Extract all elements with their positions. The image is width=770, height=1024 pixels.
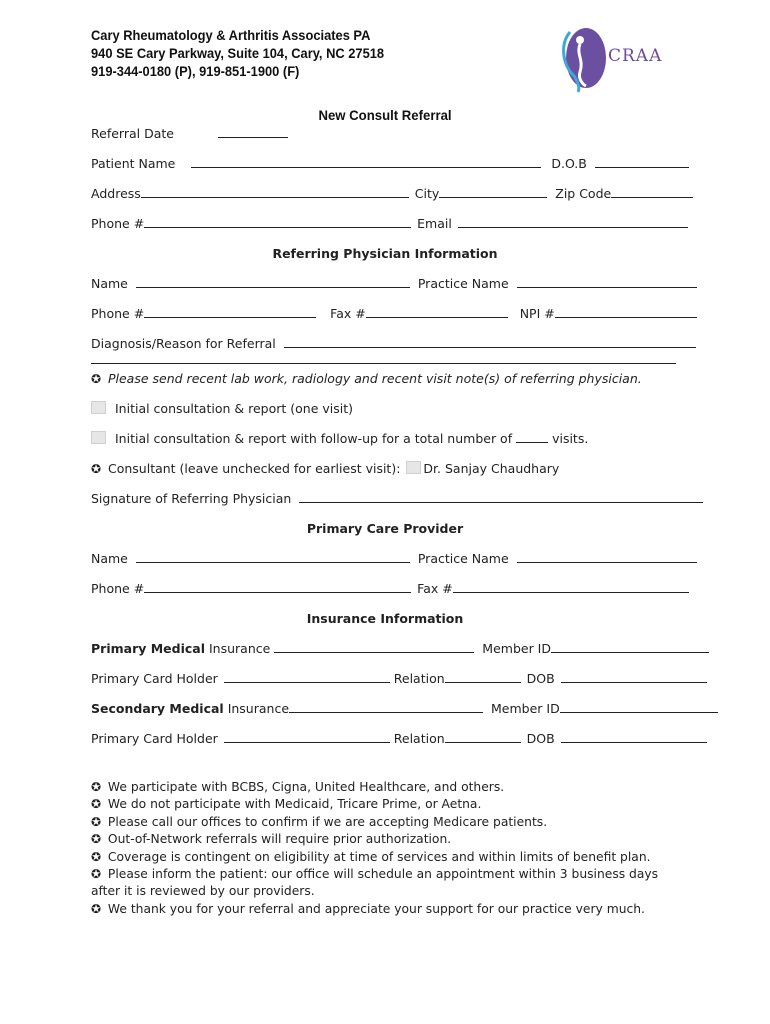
- star-bullet-icon: ✪: [91, 832, 102, 847]
- star-bullet-icon: ✪: [91, 901, 102, 916]
- form-title: New Consult Referral: [318, 107, 452, 123]
- email-field[interactable]: [458, 216, 688, 228]
- consultant-row: [91, 461, 559, 477]
- craa-logo: [556, 24, 666, 94]
- email-label: Email: [417, 216, 452, 231]
- referral-date-label: Referral Date: [91, 126, 174, 141]
- ref-name-label: Name: [91, 276, 128, 291]
- ref-name-field[interactable]: [136, 276, 410, 288]
- ref-practice-field[interactable]: [517, 276, 697, 288]
- secondary-relation-label: Relation: [393, 731, 445, 746]
- secondary-dob-label: DOB: [526, 731, 555, 746]
- doctor-name: Dr. Sanjay Chaudhary: [423, 461, 560, 476]
- option1-checkbox[interactable]: [91, 401, 106, 414]
- primary-holder-field[interactable]: [224, 671, 390, 683]
- note-item: ✪ Please call our offices to confirm if we are accepting Medicare patients.: [91, 814, 686, 831]
- send-note: Please send recent lab work, radiology and recent visit note(s) of referring physician.: [107, 371, 642, 386]
- ref-phone-field[interactable]: [144, 306, 316, 318]
- note-item: ✪ Please inform the patient: our office will schedule an appointment within 3 business days after it is reviewed by our providers.: [91, 867, 659, 899]
- practice-address: 940 SE Cary Parkway, Suite 104, Cary, NC 27518: [91, 45, 385, 61]
- signature-field[interactable]: [299, 491, 703, 503]
- pcp-practice-field[interactable]: [517, 551, 697, 563]
- pcp-name-label: Name: [91, 551, 128, 566]
- star-bullet-icon: ✪: [91, 372, 102, 386]
- secondary-holder-label: Primary Card Holder: [91, 731, 218, 746]
- secondary-dob-field[interactable]: [561, 731, 707, 743]
- diagnosis-field-line2[interactable]: [91, 352, 676, 364]
- diagnosis-row-2: [91, 352, 676, 368]
- primary-insurance-label: Insurance: [209, 641, 271, 656]
- pcp-fax-label: Fax #: [417, 581, 453, 596]
- note-item: ✪ Coverage is contingent on eligibility at time of services and within limits of benefit plan.: [91, 849, 686, 866]
- secondary-insurance-row: [91, 701, 718, 717]
- star-bullet-icon: ✪: [91, 814, 102, 829]
- secondary-relation-field[interactable]: [445, 731, 521, 743]
- visits-count-field[interactable]: [516, 431, 548, 443]
- note-item: ✪ We thank you for your referral and appreciate your support for our practice very much.: [91, 901, 686, 918]
- dob-field[interactable]: [595, 156, 689, 168]
- diagnosis-row: [91, 336, 696, 352]
- secondary-medical-label: Secondary Medical: [91, 701, 224, 716]
- ref-fax-field[interactable]: [366, 306, 508, 318]
- referring-heading: Referring Physician Information: [272, 246, 498, 261]
- patient-name-row: [91, 156, 689, 172]
- primary-dob-label: DOB: [526, 671, 555, 686]
- diagnosis-label: Diagnosis/Reason for Referral: [91, 336, 276, 351]
- pcp-heading: Primary Care Provider: [306, 521, 464, 536]
- zip-field[interactable]: [611, 186, 693, 198]
- patient-phone-field[interactable]: [144, 216, 411, 228]
- primary-holder-row: [91, 671, 707, 687]
- primary-insurance-field[interactable]: [274, 641, 474, 653]
- doctor-checkbox[interactable]: [406, 461, 421, 474]
- secondary-member-id-label: Member ID: [491, 701, 560, 716]
- city-label: City: [414, 186, 440, 201]
- ref-practice-label: Practice Name: [417, 276, 509, 291]
- practice-header: [91, 26, 384, 80]
- primary-relation-label: Relation: [393, 671, 445, 686]
- pcp-practice-label: Practice Name: [417, 551, 509, 566]
- signature-row: [91, 491, 703, 507]
- note-item: ✪ We participate with BCBS, Cigna, United Healthcare, and others.: [91, 779, 686, 796]
- pcp-name-field[interactable]: [136, 551, 410, 563]
- option2-label: Initial consultation & report with follow-up for a total number of: [114, 431, 513, 446]
- signature-label: Signature of Referring Physician: [91, 491, 292, 506]
- pcp-phone-label: Phone #: [91, 581, 145, 596]
- practice-name: Cary Rheumatology & Arthritis Associates PA: [91, 27, 371, 43]
- npi-field[interactable]: [555, 306, 697, 318]
- ref-fax-label: Fax #: [330, 306, 366, 321]
- ref-phone-label: Phone #: [91, 306, 145, 321]
- patient-phone-label: Phone #: [91, 216, 145, 231]
- option1-label: Initial consultation & report (one visit): [114, 401, 353, 416]
- star-bullet-icon: ✪: [91, 849, 102, 864]
- star-bullet-icon: ✪: [91, 780, 102, 794]
- patient-name-field[interactable]: [191, 156, 541, 168]
- logo-mark-icon: [556, 24, 608, 94]
- star-bullet-icon: ✪: [91, 867, 102, 882]
- consultant-label: Consultant (leave unchecked for earliest visit):: [107, 461, 401, 476]
- address-label: Address: [91, 186, 141, 201]
- secondary-member-id-field[interactable]: [560, 701, 718, 713]
- ref-name-row: [91, 276, 697, 292]
- insurance-heading: Insurance Information: [306, 611, 464, 626]
- pcp-name-row: [91, 551, 697, 567]
- practice-phones: 919-344-0180 (P), 919-851-1900 (F): [91, 63, 300, 79]
- address-field[interactable]: [141, 186, 409, 198]
- secondary-holder-field[interactable]: [224, 731, 390, 743]
- primary-holder-label: Primary Card Holder: [91, 671, 218, 686]
- pcp-fax-field[interactable]: [453, 581, 689, 593]
- phone-email-row: [91, 216, 688, 232]
- pcp-phone-row: [91, 581, 689, 597]
- ref-phone-row: [91, 306, 697, 322]
- secondary-insurance-label: Insurance: [227, 701, 290, 716]
- logo-text: CRAA: [608, 46, 663, 66]
- note-item: ✪ Out-of-Network referrals will require prior authorization.: [91, 831, 686, 848]
- primary-member-id-label: Member ID: [482, 641, 551, 656]
- star-bullet-icon: ✪: [91, 462, 102, 476]
- dob-label: D.O.B: [551, 156, 587, 171]
- option2-checkbox[interactable]: [91, 431, 106, 444]
- primary-member-id-field[interactable]: [551, 641, 709, 653]
- zip-label: Zip Code: [555, 186, 612, 201]
- notes-list: [91, 779, 686, 918]
- secondary-holder-row: [91, 731, 707, 747]
- pcp-phone-field[interactable]: [144, 581, 411, 593]
- diagnosis-field[interactable]: [284, 336, 696, 348]
- option2-suffix: visits.: [552, 431, 589, 446]
- patient-name-label: Patient Name: [91, 156, 176, 171]
- npi-label: NPI #: [519, 306, 555, 321]
- primary-relation-field[interactable]: [445, 671, 521, 683]
- city-field[interactable]: [439, 186, 547, 198]
- star-bullet-icon: ✪: [91, 797, 102, 812]
- referral-date-row: [91, 126, 288, 142]
- note-item: ✪ We do not participate with Medicaid, Tricare Prime, or Aetna.: [91, 796, 686, 813]
- primary-dob-field[interactable]: [561, 671, 707, 683]
- address-row: [91, 186, 693, 202]
- send-note-row: [91, 371, 642, 387]
- referral-date-field[interactable]: [218, 126, 288, 138]
- secondary-insurance-field[interactable]: [289, 701, 483, 713]
- primary-insurance-row: [91, 641, 709, 657]
- option2-row: [91, 431, 588, 447]
- primary-medical-label: Primary Medical: [91, 641, 206, 656]
- option1-row: [91, 401, 353, 417]
